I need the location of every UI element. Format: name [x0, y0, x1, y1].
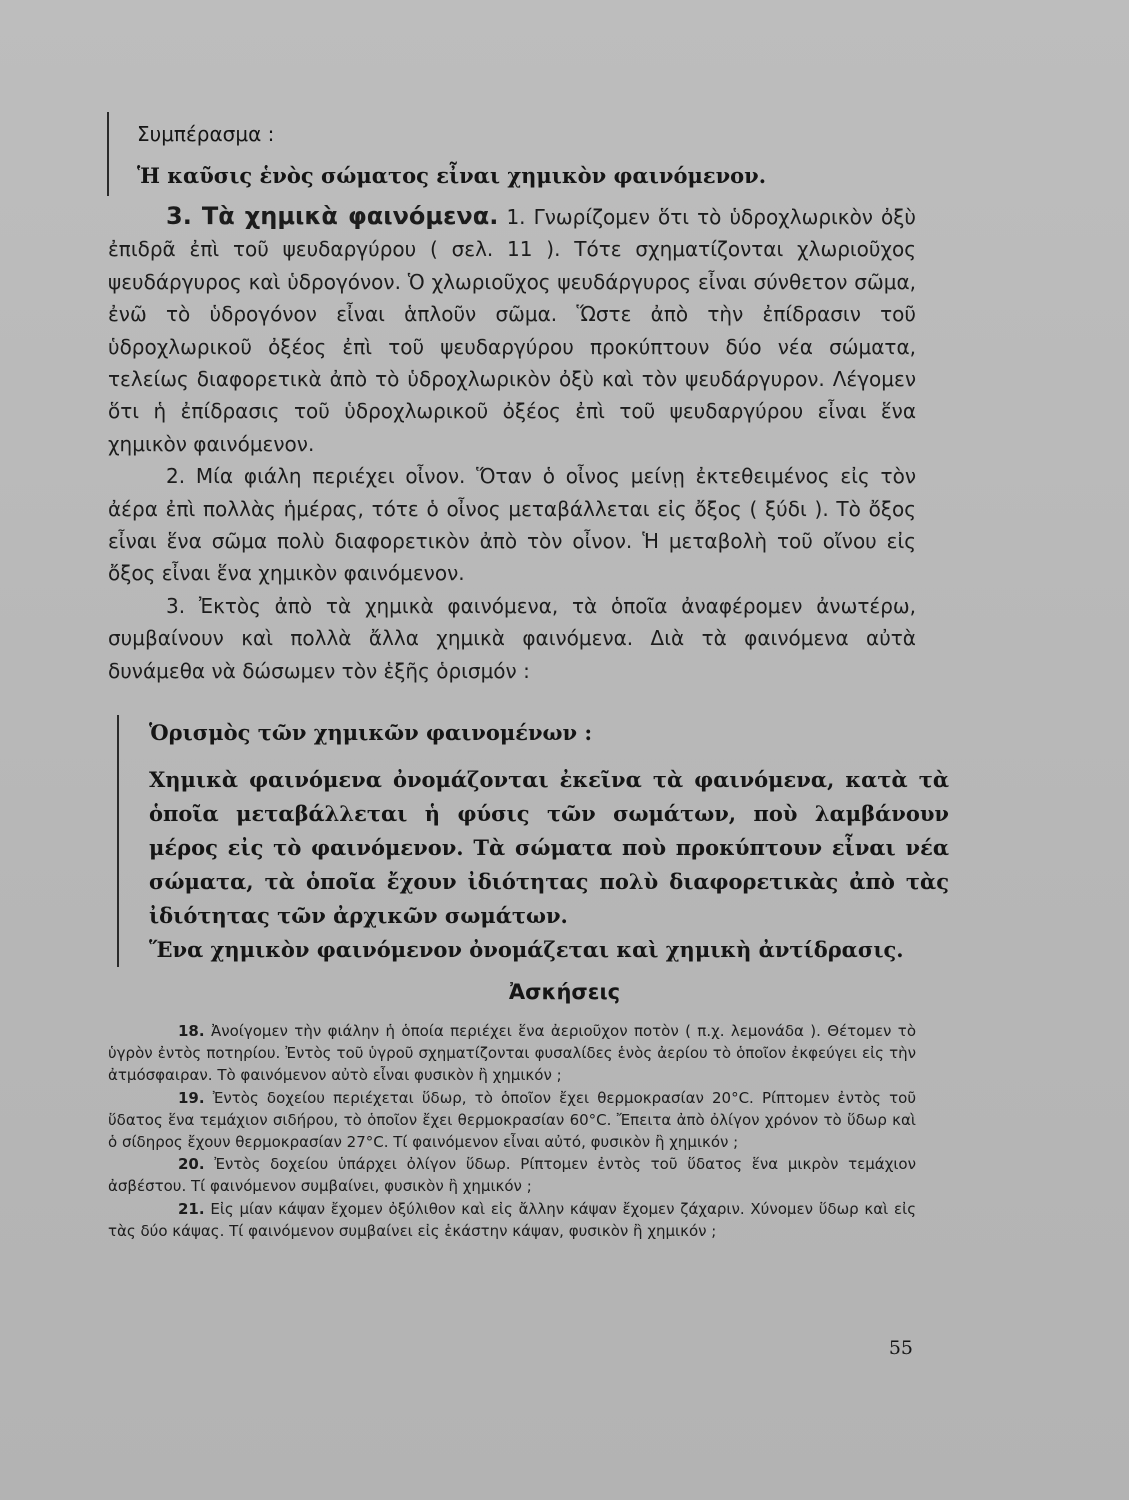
exercise-number: 19.	[178, 1088, 205, 1107]
main-text	[108, 200, 916, 687]
exercise-text: Ἀνοίγομεν τὴν φιάλην ἡ ὁποία περιέχει ἕνα ἀεριοῦχον ποτὸν ( π.χ. λεμονάδα ). Θέτομεν τὸ ὑγρὸν ἐντὸς ποτηρίου. Ἐντὸς τοῦ ὑγροῦ σχηματίζονται φυσαλίδες ἑνὸς ἀερίου τὸ ὁποῖον ἐκφεύγει εἰς τὴν ἀτμόσφαιραν. Τὸ φαινόμενον αὐτὸ εἶναι φυσικὸν ἢ χημικόν ;	[108, 1022, 916, 1085]
exercise-text: Ἐντὸς δοχείου ὑπάρχει ὀλίγον ὕδωρ. Ρίπτομεν ἐντὸς τοῦ ὕδατος ἕνα μικρὸν τεμάχιον ἀσβέστου. Τί φαινόμενον συμβαίνει, φυσικὸν ἢ χημικόν ;	[108, 1155, 916, 1196]
conclusion-text: Ἡ καῦσις ἑνὸς σώματος εἶναι χημικὸν φαινόμενον.	[137, 163, 767, 188]
definition-title: Ὁρισμὸς τῶν χημικῶν φαινομένων :	[149, 720, 593, 745]
definition-body: Χημικὰ φαινόμενα ὀνομάζονται ἐκεῖνα τὰ φαινόμενα, κατὰ τὰ ὁποῖα μεταβάλλεται ἡ φύσις τῶν σωμάτων, ποὺ λαμβάνουν μέρος εἰς τὸ φαινόμενον. Τὰ σώματα ποὺ προκύπτουν εἶναι νέα σώματα, τὰ ὁποῖα ἔχουν ἰδιότητας πολὺ διαφορετικὰς ἀπὸ τὰς ἰδιότητας τῶν ἀρχικῶν σωμάτων.	[149, 767, 949, 928]
section-heading: 3. Τὰ χημικὰ φαινόμενα.	[166, 202, 499, 230]
paragraph-2: 2. Μία φιάλη περιέχει οἶνον. Ὅταν ὁ οἶνος μείνῃ ἐκτεθειμένος εἰς τὸν ἀέρα ἐπὶ πολλὰς ἡμέρας, τότε ὁ οἶνος μεταβάλλεται εἰς ὄξος ( ξύδι ). Τὸ ὄξος εἶναι ἕνα σῶμα πολὺ διαφορετικὸν ἀπὸ τὸν οἶνον. Ἡ μεταβολὴ τοῦ οἴνου εἰς ὄξος εἶναι ἕνα χημικὸν φαινόμενον.	[108, 464, 916, 586]
exercise-number: 20.	[178, 1155, 205, 1174]
exercise-text: Ἐντὸς δοχείου περιέχεται ὕδωρ, τὸ ὁποῖον ἔχει θερμοκρασίαν 20°C. Ρίπτομεν ἐντὸς τοῦ ὕδατος ἕνα τεμάχιον σιδήρου, τὸ ὁποῖον ἔχει θερμοκρασίαν 60°C. Ἔπειτα ἀπὸ ὀλίγον χρόνον τὸ ὕδωρ καὶ ὁ σίδηρος ἔχουν θερμοκρασίαν 27°C. Τί φαινόμενον εἶναι αὐτό, φυσικὸν ἢ χημικόν ;	[108, 1088, 916, 1152]
exercise-text: Εἰς μίαν κάψαν ἔχομεν ὀξύλιθον καὶ εἰς ἄλλην κάψαν ἔχομεν ζάχαριν. Χύνομεν ὕδωρ καὶ εἰς τὰς δύο κάψας. Τί φαινόμενον συμβαίνει εἰς ἑκάστην κάψαν, φυσικὸν ἢ χημικόν ;	[108, 1199, 916, 1240]
exercise-number: 18.	[178, 1022, 205, 1040]
exercise-number: 21.	[178, 1199, 205, 1218]
page-number: 55	[888, 1337, 913, 1359]
exercises-title: Ἀσκήσεις	[508, 980, 621, 1004]
conclusion-box	[107, 112, 957, 196]
exercise-item	[108, 1020, 916, 1087]
exercise-item	[108, 1198, 916, 1242]
paragraph-1-text: 1. Γνωρίζομεν ὅτι τὸ ὑδροχλωρικὸν ὀξὺ ἐπιδρᾶ ἐπὶ τοῦ ψευδαργύρου ( σελ. 11 ). Τότε σχηματίζονται χλωριοῦχος ψευδάργυρος καὶ ὑδρογόνον. Ὁ χλωριοῦχος ψευδάργυρος εἶναι σύνθετον σῶμα, ἐνῶ τὸ ὑδρογόνον εἶναι ἁπλοῦν σῶμα. Ὥστε ἀπὸ τὴν ἐπίδρασιν τοῦ ὑδροχλωρικοῦ ὀξέος ἐπὶ τοῦ ψευδαργύρου προκύπτουν δύο νέα σώματα, τελείως διαφορετικὰ ἀπὸ τὸ ὑδροχλωρικὸν ὀξὺ καὶ τὸν ψευδάργυρον. Λέγομεν ὅτι ἡ ἐπίδρασις τοῦ ὑδροχλωρικοῦ ὀξέος ἐπὶ τοῦ ψευδαργύρου εἶναι ἕνα χημικὸν φαινόμενον.	[108, 205, 916, 456]
exercise-item	[108, 1087, 916, 1154]
definition-last-line: Ἕνα χημικὸν φαινόμενον ὀνομάζεται καὶ χημικὴ ἀντίδρασις.	[149, 937, 904, 962]
conclusion-label: Συμπέρασμα :	[137, 122, 275, 146]
exercise-item	[108, 1153, 916, 1197]
paragraph-1	[108, 200, 916, 460]
exercises-list	[108, 1020, 916, 1242]
paragraph-3: 3. Ἐκτὸς ἀπὸ τὰ χημικὰ φαινόμενα, τὰ ὁποῖα ἀναφέρομεν ἀνωτέρω, συμβαίνουν καὶ πολλὰ ἄλλα χημικὰ φαινόμενα. Διὰ τὰ φαινόμενα αὐτὰ δυνάμεθα νὰ δώσωμεν τὸν ἑξῆς ὁρισμόν :	[108, 593, 916, 683]
definition-box	[117, 715, 949, 967]
